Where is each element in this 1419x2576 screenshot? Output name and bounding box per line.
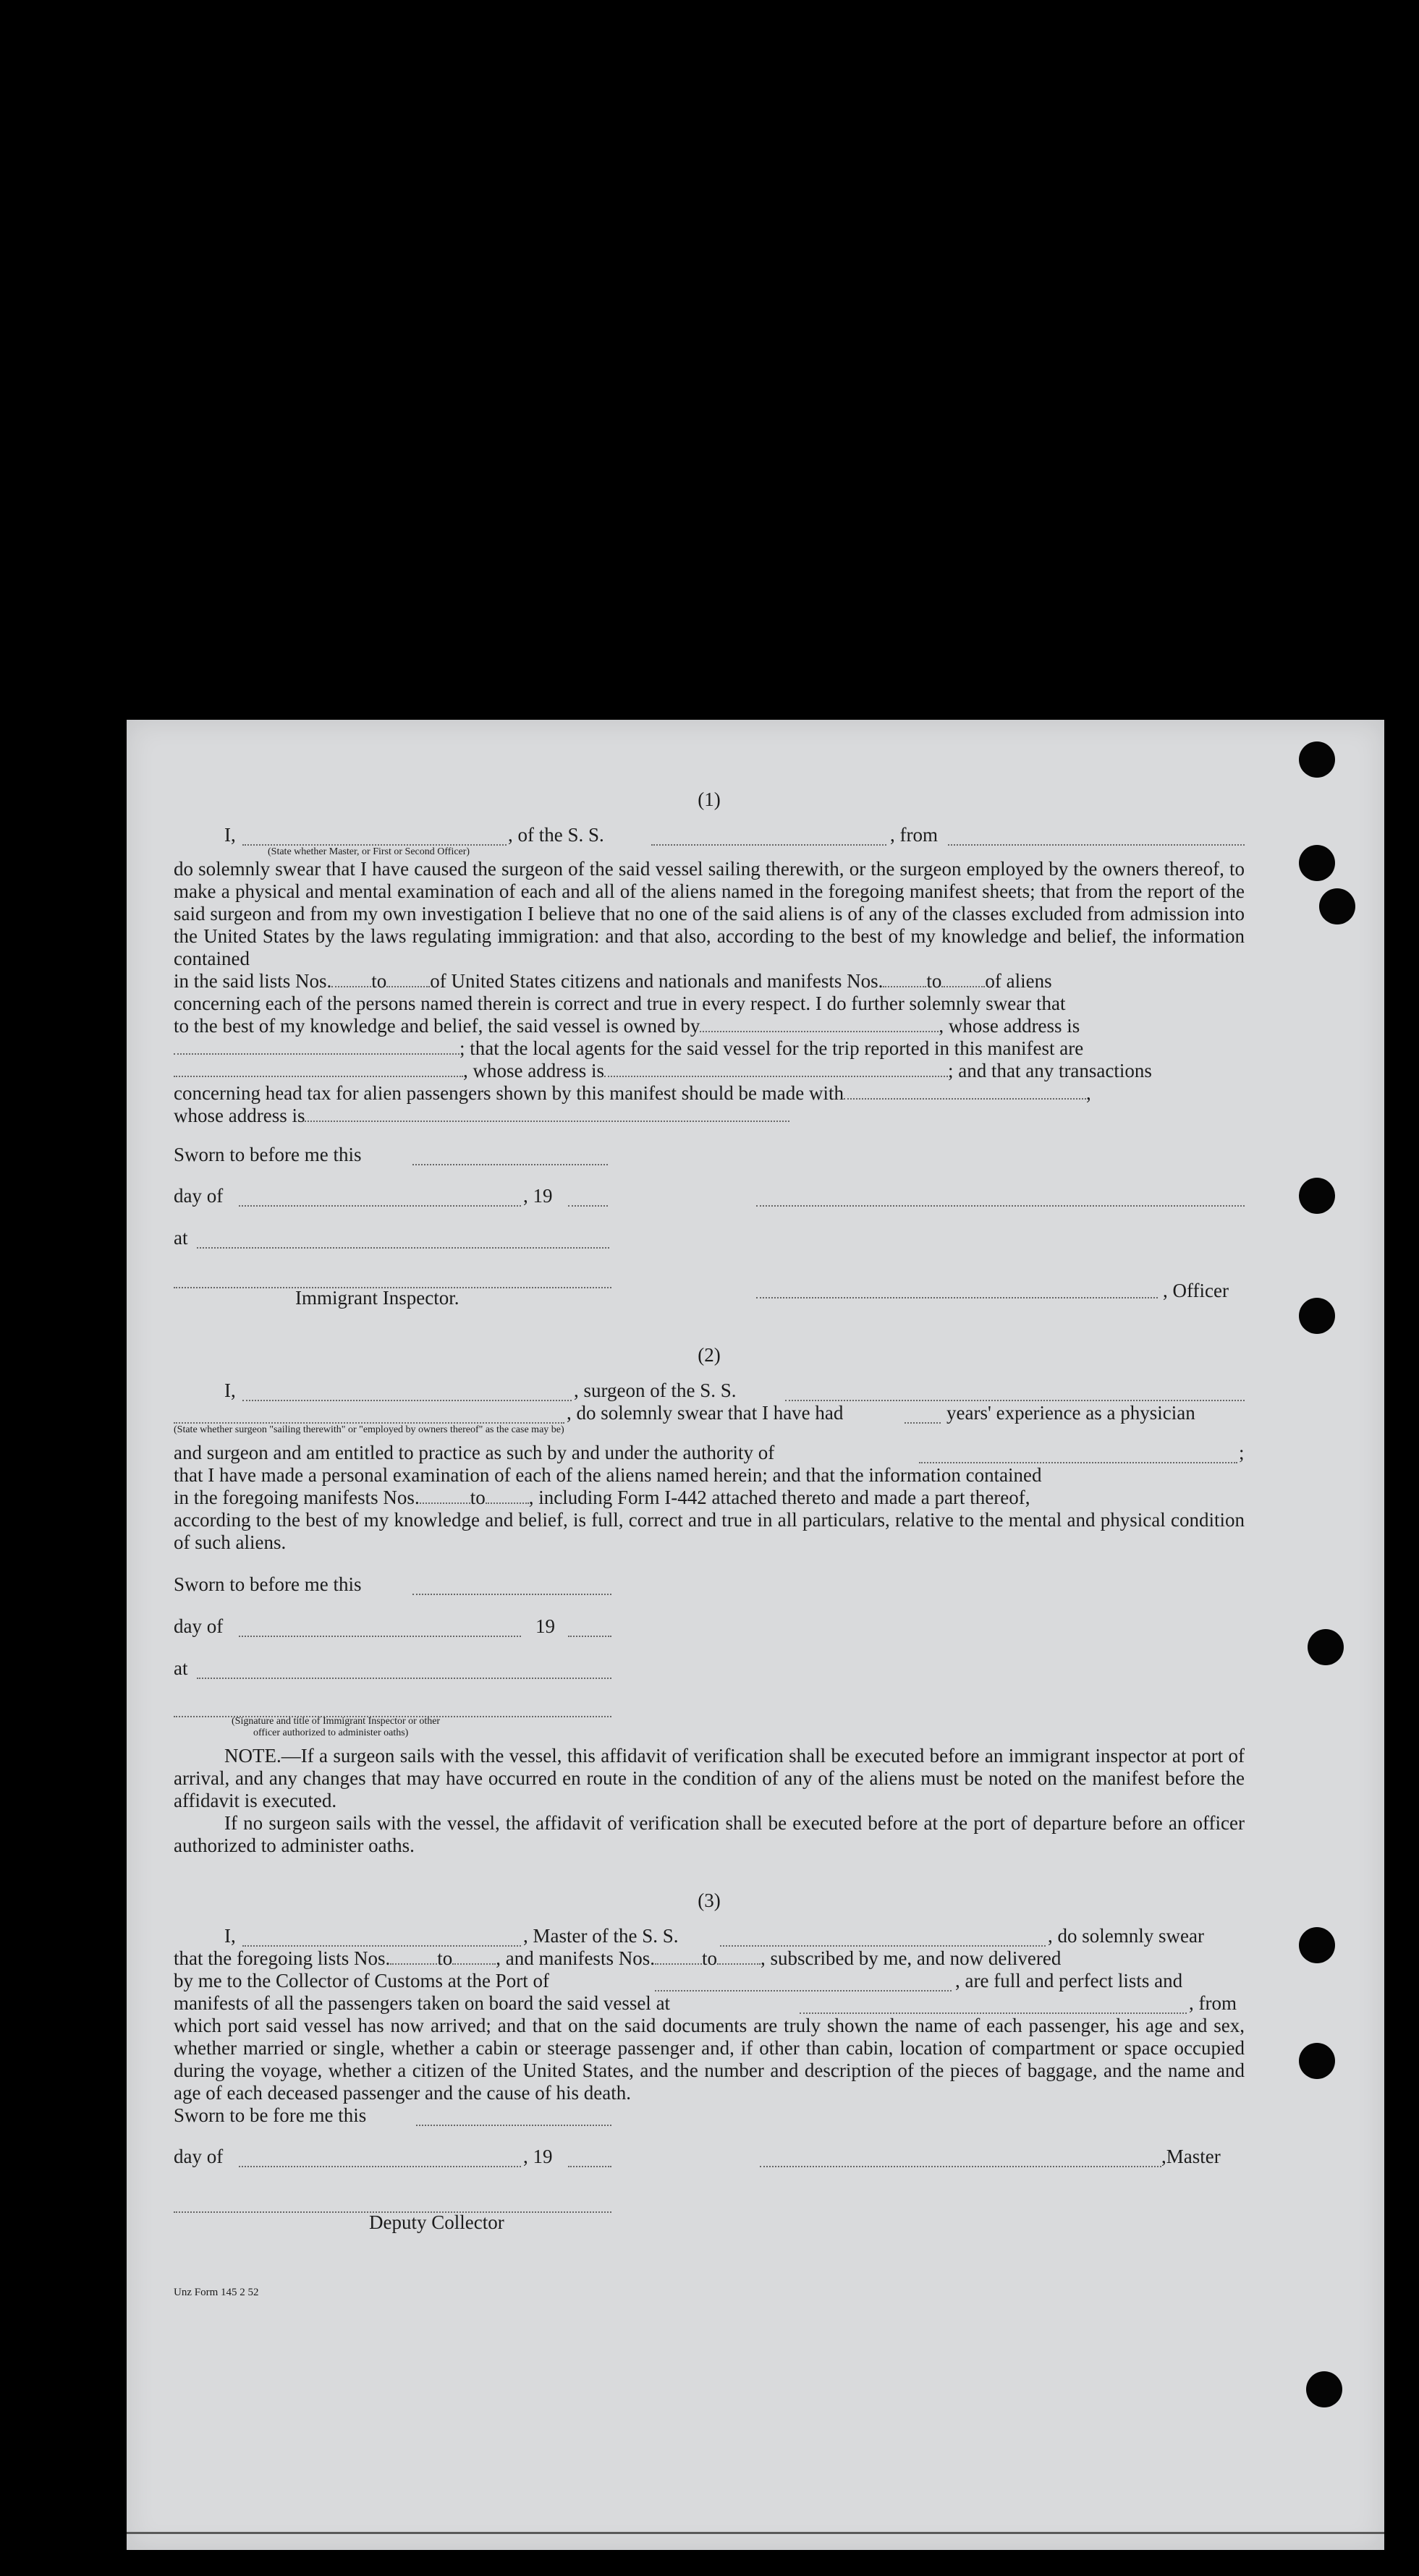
s3-full-perfect: , are full and perfect lists and <box>955 1970 1183 1991</box>
s2-including: , including Form I-442 attached thereto and made a part thereof, <box>528 1487 1030 1508</box>
s2-day-of: day of <box>174 1615 224 1637</box>
s2-manifests-line <box>174 1487 1245 1509</box>
s3-subscribed: , subscribed by me, and now delivered <box>760 1947 1062 1969</box>
s3-collector-signature-field[interactable] <box>174 2195 611 2213</box>
s1-whose1: , whose address is <box>463 1060 604 1081</box>
s1-lists-from-field[interactable] <box>331 970 371 987</box>
s2-inspector-signature-field[interactable] <box>174 1700 611 1717</box>
s1-manifest-from-field[interactable] <box>883 970 926 987</box>
binder-hole-7 <box>1299 1927 1335 1963</box>
s1-head-tax: concerning head tax for alien passengers shown by this manifest should be made with <box>174 1082 844 1104</box>
s1-at: at <box>174 1227 188 1249</box>
s1-year-field[interactable] <box>568 1189 608 1207</box>
s3-sworn-field[interactable] <box>416 2109 611 2126</box>
s3-lists: that the foregoing lists Nos. <box>174 1947 391 1969</box>
s1-head-tax-address-field[interactable] <box>305 1105 789 1122</box>
s3-lists-line <box>174 1947 1245 1970</box>
s1-lists-c: of aliens <box>985 970 1052 992</box>
s3-I: I, <box>224 1925 236 1947</box>
s2-I: I, <box>224 1380 236 1401</box>
s3-deputy-line <box>174 2211 1245 2234</box>
s1-officer: , Officer <box>1163 1280 1229 1301</box>
s1-day-of: day of <box>174 1185 224 1207</box>
s2-note-2: If no surgeon sails with the vessel, the affidavit of verification shall be executed before at the port of departure before an officer authorized to administer oaths. <box>174 1812 1245 1856</box>
s2-authority-line <box>174 1442 1245 1464</box>
s1-paragraph-a: do solemnly swear that I have caused the surgeon of the said vessel sailing therewith, or the surgeon employed by the owners thereof, to make a physical and mental examination of each and all of the aliens named in the foregoing manifest sheets; that from the report of the said surgeon and from my own investigation I believe that no one of the said aliens is of any of the classes excluded from admission into the United States by the laws regulating immigration: and that also, according to the best of my knowledge and belief, the information contained <box>174 858 1245 969</box>
s2-paragraph-a: that I have made a personal examination of each of the aliens named herein; and that the information contained <box>174 1464 1042 1486</box>
s3-manifests-all: manifests of all the passengers taken on board the said vessel at <box>174 1992 671 2014</box>
section-1-number: (1) <box>698 788 721 810</box>
s1-head-tax-line <box>174 1082 1245 1105</box>
s2-sig-note-2: officer authorized to administer oaths) <box>253 1727 409 1738</box>
s1-sworn-line <box>174 1144 1245 1166</box>
s1-at-line <box>174 1227 1245 1249</box>
s2-at-line <box>174 1657 1245 1680</box>
s1-from: , from <box>890 824 938 846</box>
s2-year-field[interactable] <box>568 1620 611 1637</box>
s3-deputy: Deputy Collector <box>369 2211 504 2233</box>
s3-collector-line <box>174 1970 1245 1992</box>
s2-at-field[interactable] <box>197 1662 611 1679</box>
s1-transactions: ; and that any transactions <box>947 1060 1152 1081</box>
section-2-number: (2) <box>698 1344 721 1366</box>
s3-nineteen: , 19 <box>523 2146 553 2167</box>
s1-owner-field[interactable] <box>700 1015 939 1032</box>
binder-hole-3 <box>1319 888 1355 924</box>
s1-whose2: whose address is <box>174 1105 305 1126</box>
section-3-number: (3) <box>698 1890 721 1911</box>
s1-lists-to2: to <box>926 970 942 992</box>
binder-hole-9 <box>1306 2371 1342 2407</box>
s1-head-tax-field[interactable] <box>844 1082 1086 1100</box>
s3-to2: to <box>701 1947 717 1969</box>
s2-authority-field[interactable] <box>919 1446 1237 1463</box>
s1-whose-line <box>174 1060 1245 1082</box>
s1-sworn: Sworn to before me this <box>174 1144 362 1165</box>
s3-manifest-to-field[interactable] <box>717 1947 761 1965</box>
form-content <box>174 788 1245 2304</box>
s3-line1 <box>174 1925 1245 1947</box>
s1-sworn-field[interactable] <box>412 1148 608 1165</box>
s2-to: to <box>470 1487 486 1508</box>
s3-master-of: , Master of the S. S. <box>523 1925 679 1947</box>
binder-hole-8 <box>1299 2043 1335 2079</box>
s1-vessel-field[interactable] <box>651 828 886 846</box>
s1-from-field[interactable] <box>948 828 1245 846</box>
s1-paragraph-b: concerning each of the persons named therein is correct and true in every respect. I do further solemnly swear that <box>174 992 1066 1014</box>
s2-vessel-field[interactable] <box>785 1384 1245 1401</box>
s3-lists-from-field[interactable] <box>390 1947 437 1965</box>
s3-paragraph: which port said vessel has now arrived; and that on the said documents are truly shown the name of each passenger, his age and sex, whether married or single, whether a cabin or steerage passenger and, if other than cabin, location of compartment or space occupied during the voyage, whether a citizen of the United States, and the number and description of the pieces of baggage, and the name and age of each deceased passenger and the cause of his death. <box>174 2015 1245 2104</box>
s2-sworn-field[interactable] <box>412 1578 611 1595</box>
s3-day-line <box>174 2146 1245 2168</box>
s1-owned-b: , whose address is <box>939 1015 1080 1037</box>
s3-from: , from <box>1189 1992 1237 2014</box>
s2-manifest-from-field[interactable] <box>420 1487 470 1504</box>
s2-years-field[interactable] <box>905 1406 941 1424</box>
s3-sworn: Sworn to be fore me this <box>174 2104 367 2126</box>
s3-vessel-field[interactable] <box>720 1929 1046 1947</box>
s2-manifest-to-field[interactable] <box>486 1487 529 1504</box>
s1-whose2-line <box>174 1105 1245 1127</box>
page-edge-line <box>127 2532 1384 2534</box>
s2-capacity-field[interactable] <box>174 1406 564 1424</box>
s2-at: at <box>174 1657 188 1679</box>
s3-day-of: day of <box>174 2146 224 2167</box>
s1-day-field[interactable] <box>239 1189 521 1207</box>
s2-surgeon-of: , surgeon of the S. S. <box>574 1380 737 1401</box>
s2-sig-note-1: (Signature and title of Immigrant Inspector or other <box>232 1716 441 1727</box>
form-id: Unz Form 145 2 52 <box>174 2287 259 2298</box>
s1-line1 <box>174 824 1245 846</box>
s1-at-field[interactable] <box>197 1231 609 1249</box>
s1-officer-field[interactable] <box>242 828 507 846</box>
s2-surgeon-name-field[interactable] <box>242 1384 572 1401</box>
s2-sworn-line <box>174 1573 1245 1596</box>
s3-sworn-line <box>174 2104 1245 2127</box>
s1-owner-address-field[interactable] <box>174 1037 459 1055</box>
s1-owned-a: to the best of my knowledge and belief, the said vessel is owned by <box>174 1015 700 1037</box>
s3-day-field[interactable] <box>239 2150 521 2167</box>
s2-years: years' experience as a physician <box>946 1402 1195 1424</box>
s1-day-line <box>174 1185 1245 1207</box>
s1-I: I, <box>224 824 236 846</box>
binder-hole-1 <box>1299 741 1335 778</box>
s1-lists-to-field[interactable] <box>386 970 430 987</box>
binder-hole-6 <box>1308 1629 1344 1665</box>
s1-officer-note: (State whether Master, or First or Second Officer) <box>268 846 470 857</box>
s2-day-line <box>174 1615 1245 1638</box>
form-page <box>127 720 1384 2550</box>
s3-boarding-port-field[interactable] <box>800 1997 1187 2014</box>
s3-lists-to-field[interactable] <box>452 1947 496 1965</box>
s3-to1: to <box>437 1947 453 1969</box>
s1-lists-a: in the said lists Nos. <box>174 970 332 992</box>
s2-paragraph-b: according to the best of my knowledge and belief, is full, correct and true in all particulars, relative to the mental and physical condition of such aliens. <box>174 1509 1245 1553</box>
s2-authority: and surgeon and am entitled to practice as such by and under the authority of <box>174 1442 775 1463</box>
s3-port-field[interactable] <box>655 1974 952 1991</box>
s3-signature-line <box>174 2195 1245 2210</box>
s3-master: ,Master <box>1161 2146 1221 2167</box>
s1-inspector-line <box>174 1280 1245 1309</box>
s1-inspector-signature-field[interactable] <box>174 1271 611 1288</box>
s2-nineteen: 19 <box>535 1615 555 1637</box>
s1-lists-to1: to <box>371 970 387 992</box>
s1-agents: ; that the local agents for the said vessel for the trip reported in this manifest are <box>459 1037 1084 1059</box>
s3-and-manifests: , and manifests Nos. <box>496 1947 655 1969</box>
s2-semicolon: ; <box>1239 1442 1245 1463</box>
s3-master-signature-field[interactable] <box>760 2150 1161 2167</box>
s3-master-name-field[interactable] <box>242 1929 521 1947</box>
binder-hole-5 <box>1299 1298 1335 1334</box>
s1-inspector: Immigrant Inspector. <box>295 1287 459 1309</box>
s1-officer-field[interactable] <box>756 1281 1158 1298</box>
s1-manifest-to-field[interactable] <box>941 970 985 987</box>
s2-sworn: Sworn to before me this <box>174 1573 362 1595</box>
s1-master-signature-field[interactable] <box>756 1189 1245 1207</box>
s2-line2 <box>174 1402 1245 1424</box>
s1-agents-address-field[interactable] <box>604 1060 948 1077</box>
s1-comma: , <box>1086 1082 1091 1104</box>
s1-lists-line <box>174 970 1245 992</box>
s3-year-field[interactable] <box>568 2150 611 2167</box>
s1-agents-line <box>174 1037 1245 1060</box>
s2-swear: , do solemnly swear that I have had <box>567 1402 844 1424</box>
s1-lists-b: of United States citizens and nationals and manifests Nos. <box>430 970 884 992</box>
s3-manifest-from-field[interactable] <box>655 1947 702 1965</box>
binder-hole-2 <box>1299 845 1335 881</box>
s1-owned-line <box>174 1015 1245 1037</box>
binder-hole-4 <box>1299 1178 1335 1214</box>
s1-agents-field[interactable] <box>174 1060 463 1077</box>
s2-day-field[interactable] <box>239 1620 521 1637</box>
s2-line1 <box>174 1380 1245 1402</box>
s2-manifests: in the foregoing manifests Nos. <box>174 1487 420 1508</box>
s2-signature-line <box>174 1700 1245 1714</box>
s3-swear: , do solemnly swear <box>1048 1925 1204 1947</box>
s2-surgeon-note: (State whether surgeon "sailing therewith" or "employed by owners thereof" as the case may be) <box>174 1424 564 1435</box>
s1-of-ss: , of the S. S. <box>508 824 604 846</box>
s2-note-1: NOTE.—If a surgeon sails with the vessel, this affidavit of verification shall be executed before an immigrant inspector at port of arrival, and any changes that may have occurred en route in the condition of any of the aliens must be noted on the manifest before the affidavit is executed. <box>174 1745 1245 1811</box>
s3-collector: by me to the Collector of Customs at the Port of <box>174 1970 549 1991</box>
s3-manifests-all-line <box>174 1992 1245 2015</box>
s1-nineteen: , 19 <box>523 1185 553 1207</box>
